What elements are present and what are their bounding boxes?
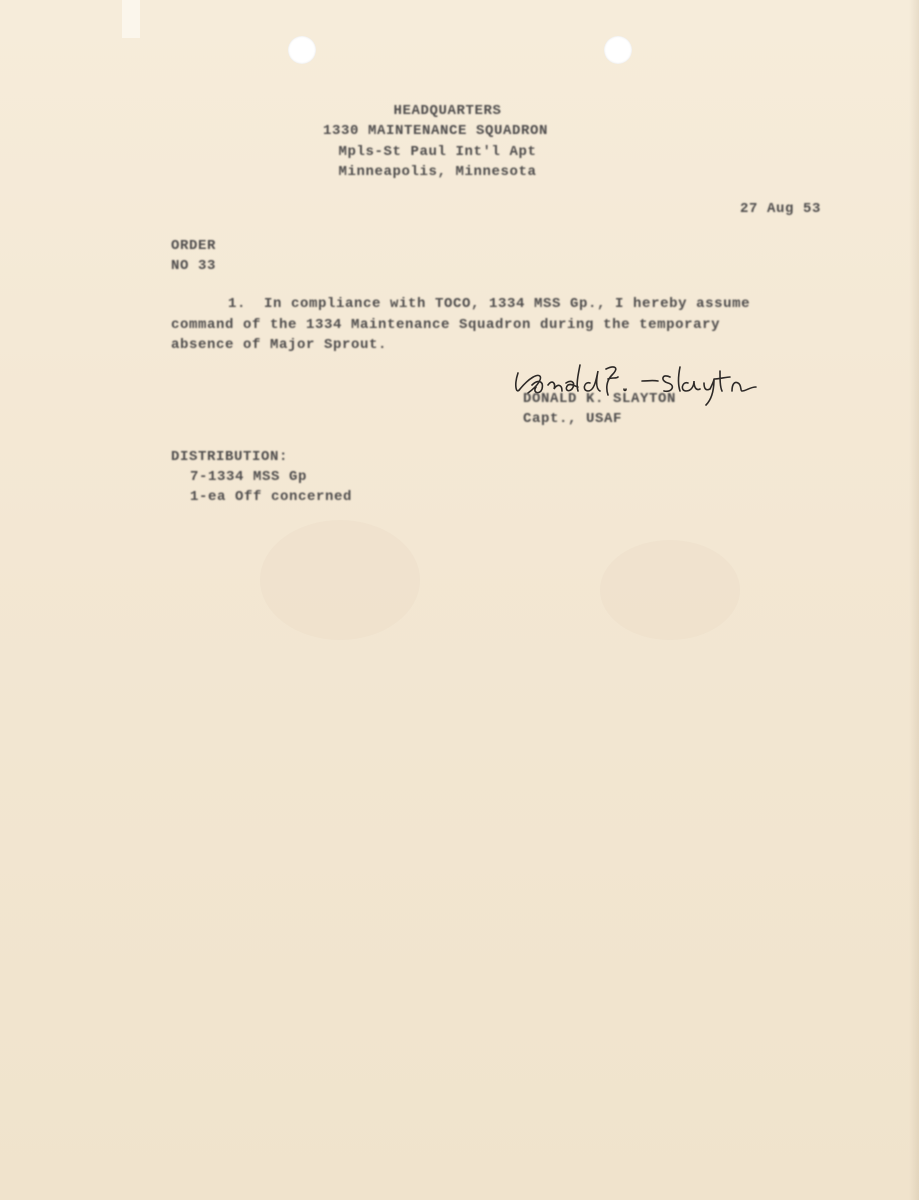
signer-name: DONALD K. SLAYTON bbox=[523, 391, 677, 407]
letterhead-line-3: Mpls-St Paul Int'l Apt bbox=[338, 144, 537, 160]
body-line-2: command of the 1334 Maintenance Squadron during the temporary bbox=[171, 317, 721, 333]
paper-edge-shadow bbox=[909, 0, 919, 1200]
order-label: ORDER bbox=[171, 238, 217, 254]
body-line-1: 1. In compliance with TOCO, 1334 MSS Gp., I hereby assume bbox=[228, 296, 751, 312]
letterhead-line-4: Minneapolis, Minnesota bbox=[338, 164, 537, 180]
distribution-label: DISTRIBUTION: bbox=[171, 449, 289, 465]
paper-stain bbox=[600, 540, 740, 640]
letterhead-line-2: 1330 MAINTENANCE SQUADRON bbox=[322, 123, 549, 139]
distribution-item: 7-1334 MSS Gp bbox=[190, 469, 308, 485]
document-date: 27 Aug 53 bbox=[740, 201, 822, 217]
paper-stain bbox=[260, 520, 420, 640]
body-line-3: absence of Major Sprout. bbox=[171, 337, 388, 353]
paper-tear-mark bbox=[122, 0, 140, 38]
punch-hole-left bbox=[288, 36, 316, 64]
distribution-item: 1-ea Off concerned bbox=[190, 489, 353, 505]
letterhead-line-1: HEADQUARTERS bbox=[393, 103, 502, 119]
order-number: NO 33 bbox=[171, 258, 217, 274]
punch-hole-right bbox=[604, 36, 632, 64]
signer-rank: Capt., USAF bbox=[523, 411, 623, 427]
